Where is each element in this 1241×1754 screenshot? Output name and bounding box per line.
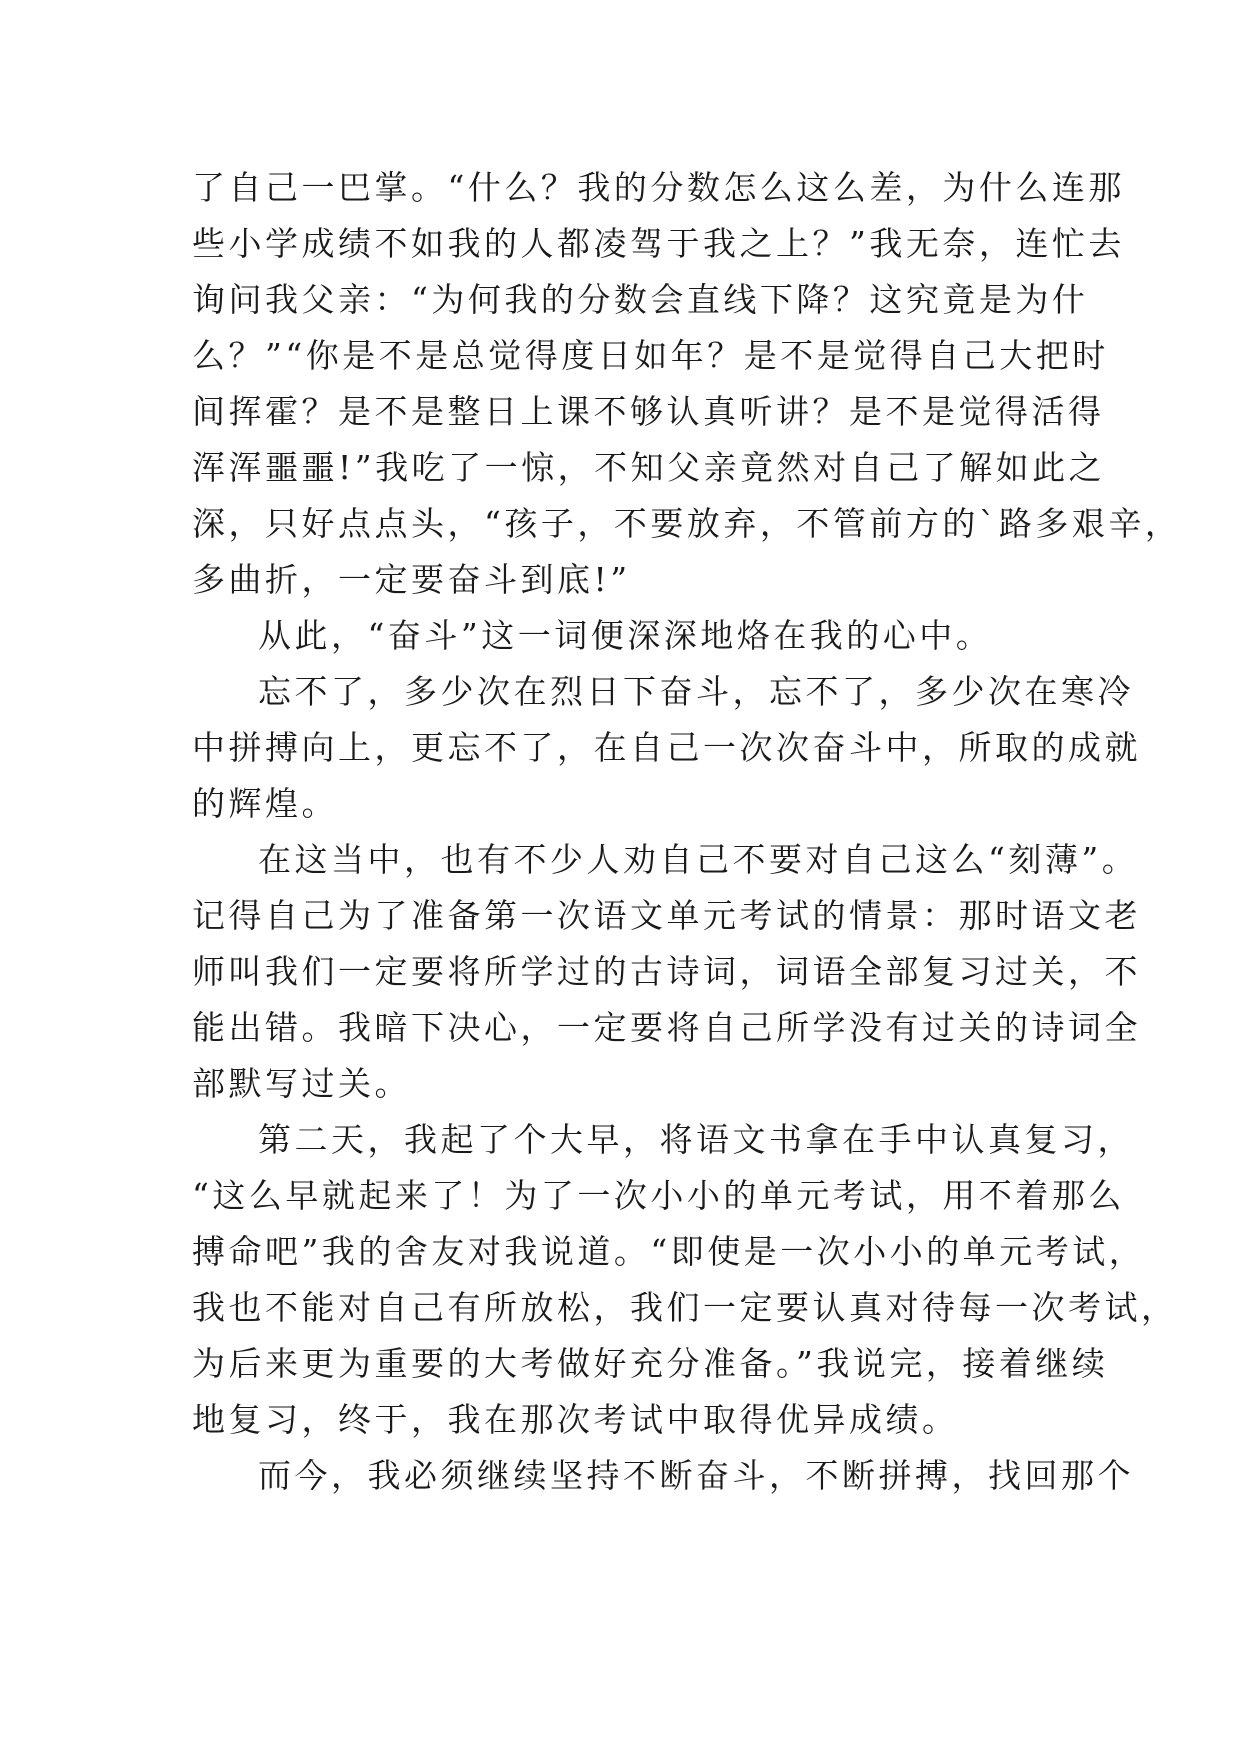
text-line: 间挥霍？是不是整日上课不够认真听讲？是不是觉得活得	[192, 392, 1105, 431]
text-line: 能出错。我暗下决心，一定要将自己所学没有过关的诗词全	[192, 1008, 1141, 1047]
paragraph-start-line: 而今，我必须继续坚持不断奋斗，不断拼搏，找回那个	[258, 1456, 1134, 1495]
text-line: 地复习，终于，我在那次考试中取得优异成绩。	[192, 1400, 959, 1439]
text-line: 师叫我们一定要将所学过的古诗词，词语全部复习过关，不	[192, 952, 1141, 991]
text-line: 为后来更为重要的大考做好充分准备。”我说完，接着继续	[192, 1344, 1109, 1383]
paragraph-start-line: 忘不了，多少次在烈日下奋斗，忘不了，多少次在寒冷	[258, 672, 1134, 711]
text-line: 我也不能对自己有所放松，我们一定要认真对待每一次考试，	[192, 1288, 1178, 1327]
paragraph-start-line: 在这当中，也有不少人劝自己不要对自己这么“刻薄”。	[258, 840, 1139, 879]
essay-body	[192, 160, 1182, 1504]
paragraph-start-line: 第二天，我起了个大早，将语文书拿在手中认真复习，	[258, 1120, 1134, 1159]
text-line: 些小学成绩不如我的人都凌驾于我之上？”我无奈，连忙去	[192, 224, 1125, 263]
text-line: 了自己一巴掌。“什么？我的分数怎么这么差，为什么连那	[192, 168, 1125, 207]
text-line: 浑浑噩噩!”我吃了一惊，不知父亲竟然对自己了解如此之	[192, 448, 1106, 487]
text-line: 部默写过关。	[192, 1064, 411, 1103]
text-line: 多曲折，一定要奋斗到底!”	[192, 560, 631, 599]
text-line: “这么早就起来了！为了一次小小的单元考试，用不着那么	[192, 1176, 1125, 1215]
text-line: 的辉煌。	[192, 784, 338, 823]
paragraph-start-line: 从此，“奋斗”这一词便深深地烙在我的心中。	[258, 616, 993, 655]
text-line: 搏命吧”我的舍友对我说道。“即使是一次小小的单元考试，	[192, 1232, 1146, 1271]
text-line: 询问我父亲：“为何我的分数会直线下降？这究竟是为什	[192, 280, 1089, 319]
text-line: 么？”“你是不是总觉得度日如年？是不是觉得自己大把时	[192, 336, 1109, 375]
text-line: 深，只好点点头，“孩子，不要放弃，不管前方的`路多艰辛，	[192, 504, 1182, 543]
text-line: 记得自己为了准备第一次语文单元考试的情景：那时语文老	[192, 896, 1141, 935]
text-line: 中拼搏向上，更忘不了，在自己一次次奋斗中，所取的成就	[192, 728, 1141, 767]
